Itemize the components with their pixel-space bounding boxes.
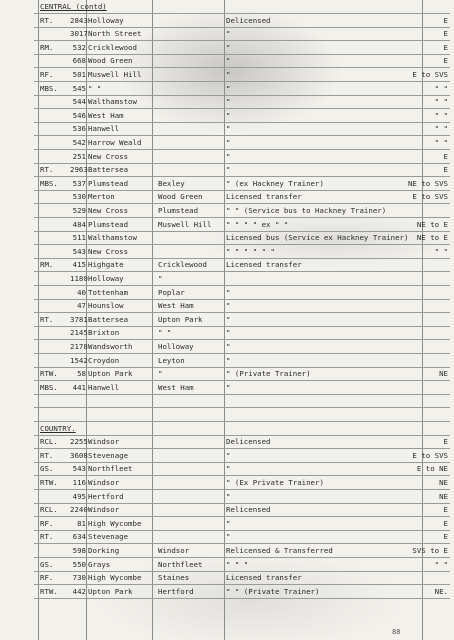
row-from-garage: New Cross — [88, 206, 129, 215]
row-from-garage: Plumstead — [88, 178, 129, 188]
row-from-garage: North Street — [88, 29, 142, 39]
row-to-garage: " " — [158, 328, 172, 338]
row-status-code: E to SVS — [412, 192, 448, 202]
row-from-garage: High Wycombe — [88, 518, 142, 528]
row-remarks: " — [226, 124, 231, 134]
row-fleet-number: 546 — [72, 110, 86, 120]
row-class-code: RF. — [40, 518, 54, 528]
row-from-garage: Grays — [88, 559, 111, 569]
row-fleet-number: 529 — [72, 206, 86, 215]
row-remarks: Licensed transfer — [226, 573, 302, 583]
row-status-code: " " — [434, 138, 448, 147]
table-row — [34, 544, 450, 558]
row-from-garage: Upton Park — [88, 369, 133, 379]
row-status-code: E — [443, 151, 448, 161]
table-row — [34, 245, 450, 259]
row-remarks: Licensed transfer — [226, 260, 302, 270]
row-to-garage: Plumstead — [158, 206, 199, 215]
row-remarks: " — [226, 301, 231, 311]
row-fleet-number: 58 — [77, 369, 86, 379]
row-remarks: " — [226, 42, 231, 52]
row-fleet-number: 668 — [72, 56, 86, 66]
row-remarks: Relicensed & Transferred — [226, 546, 333, 555]
row-remarks: " — [226, 138, 231, 147]
row-class-code: RT. — [40, 15, 54, 25]
table-row — [34, 571, 450, 585]
row-status-code: E — [443, 29, 448, 39]
row-remarks: " — [226, 97, 231, 107]
row-status-code: NE — [439, 478, 448, 487]
row-from-garage: Wandsworth — [88, 342, 133, 351]
row-from-garage: Walthamstow — [88, 97, 137, 107]
table-row — [34, 177, 450, 191]
row-from-garage: Harrow Weald — [88, 138, 142, 147]
row-to-garage: Cricklewood — [158, 260, 207, 270]
table-row — [34, 150, 450, 164]
row-fleet-number: 543 — [72, 246, 86, 256]
row-to-garage: " — [158, 274, 163, 283]
row-from-garage: Battersea — [88, 165, 129, 175]
row-status-code: E — [443, 505, 448, 515]
row-status-code: E — [443, 518, 448, 528]
row-from-garage: Battersea — [88, 314, 129, 324]
table-row — [34, 490, 450, 504]
row-remarks: " — [226, 110, 231, 120]
row-status-code: NE — [439, 491, 448, 501]
row-remarks: " " " " ex " " — [226, 219, 289, 229]
row-status-code: NE to SVS — [407, 178, 448, 188]
row-status-code: NE — [439, 369, 448, 379]
table-row — [34, 27, 450, 41]
table-row — [34, 326, 450, 340]
row-status-code: E — [443, 15, 448, 25]
row-fleet-number: 2145 — [70, 328, 88, 338]
row-from-garage: Brixton — [88, 328, 120, 338]
row-from-garage: Holloway — [88, 274, 124, 283]
row-from-garage: Croydon — [88, 355, 120, 365]
row-class-code: RTW. — [40, 369, 58, 379]
row-to-garage: Poplar — [158, 287, 185, 297]
row-to-garage: Leyton — [158, 355, 185, 365]
row-status-code: E — [443, 56, 448, 66]
row-from-garage: Upton Park — [88, 586, 133, 596]
row-to-garage: Holloway — [158, 342, 194, 351]
row-class-code: MBS. — [40, 178, 58, 188]
row-fleet-number: 3781 — [70, 314, 88, 324]
row-to-garage: Wood Green — [158, 192, 203, 202]
row-from-garage: Holloway — [88, 15, 124, 25]
row-remarks: " (Private Trainer) — [226, 369, 311, 379]
row-fleet-number: 495 — [72, 491, 86, 501]
table-row — [34, 163, 450, 177]
table-row — [34, 435, 450, 449]
row-from-garage: Windsor — [88, 505, 120, 515]
row-from-garage: Highgate — [88, 260, 124, 270]
row-class-code: RCL. — [40, 505, 58, 515]
row-fleet-number: 81 — [77, 518, 86, 528]
table-row — [34, 517, 450, 531]
table-row — [34, 82, 450, 96]
row-class-code: RT. — [40, 314, 54, 324]
row-class-code: RM. — [40, 42, 54, 52]
row-fleet-number: 501 — [72, 70, 86, 79]
row-from-garage: Dorking — [88, 546, 120, 555]
row-remarks: " — [226, 464, 231, 474]
row-from-garage: Cricklewood — [88, 42, 137, 52]
row-from-garage: Hertford — [88, 491, 124, 501]
table-row — [34, 68, 450, 82]
row-fleet-number: 545 — [72, 83, 86, 93]
section-label: COUNTRY. — [40, 423, 76, 433]
row-status-code: NE to E — [416, 233, 448, 243]
section-heading-row — [34, 0, 450, 14]
row-fleet-number: 2843 — [70, 15, 88, 25]
row-remarks: Licensed bus (Service ex Hackney Trainer) — [226, 233, 409, 243]
table-row — [34, 367, 450, 381]
row-remarks: " " (Private Trainer) — [226, 586, 320, 596]
row-from-garage: Windsor — [88, 478, 120, 487]
table-row — [34, 286, 450, 300]
table-row — [34, 231, 450, 245]
row-remarks: " — [226, 151, 231, 161]
row-from-garage: Tottenham — [88, 287, 129, 297]
row-from-garage: Plumstead — [88, 219, 129, 229]
row-remarks: Delicensed — [226, 437, 271, 447]
row-status-code: E — [443, 165, 448, 175]
table-row — [34, 204, 450, 218]
row-remarks: " — [226, 328, 231, 338]
table-row — [34, 585, 450, 599]
table-row — [34, 558, 450, 572]
table-row — [34, 122, 450, 136]
table-row — [34, 258, 450, 272]
section-label: CENTRAL (contd) — [40, 2, 107, 11]
row-status-code: " " — [434, 110, 448, 120]
row-to-garage: West Ham — [158, 301, 194, 311]
row-class-code: RF. — [40, 573, 54, 583]
row-remarks: " — [226, 83, 231, 93]
row-class-code: RTW. — [40, 586, 58, 596]
row-remarks: " — [226, 450, 231, 460]
row-class-code: RM. — [40, 260, 54, 270]
row-remarks: " — [226, 56, 231, 66]
row-remarks: " — [226, 287, 231, 297]
table-row — [34, 449, 450, 463]
table-row — [34, 394, 450, 408]
row-from-garage: New Cross — [88, 246, 129, 256]
row-remarks: " — [226, 382, 231, 392]
table-row — [34, 462, 450, 476]
row-fleet-number: 537 — [72, 178, 86, 188]
row-class-code: GS. — [40, 464, 54, 474]
row-fleet-number: 634 — [72, 532, 86, 542]
row-fleet-number: 1180 — [70, 274, 88, 283]
row-from-garage: West Ham — [88, 110, 124, 120]
table-row — [34, 476, 450, 490]
row-class-code: MBS. — [40, 382, 58, 392]
row-class-code: GS. — [40, 559, 54, 569]
row-status-code: SVS to E — [412, 546, 448, 555]
row-remarks: " — [226, 355, 231, 365]
row-fleet-number: 2963 — [70, 165, 88, 175]
row-status-code: E — [443, 437, 448, 447]
row-from-garage: Hounslow — [88, 301, 124, 311]
row-from-garage: Walthamstow — [88, 233, 137, 243]
row-class-code: RT. — [40, 165, 54, 175]
row-class-code: RTW. — [40, 478, 58, 487]
row-fleet-number: 3608 — [70, 450, 88, 460]
row-fleet-number: 2178 — [70, 342, 88, 351]
row-from-garage: Windsor — [88, 437, 120, 447]
row-from-garage: Stevenage — [88, 532, 129, 542]
row-remarks: " — [226, 29, 231, 39]
row-fleet-number: 1542 — [70, 355, 88, 365]
row-fleet-number: 47 — [77, 301, 86, 311]
row-to-garage: Muswell Hill — [158, 219, 212, 229]
row-fleet-number: 730 — [72, 573, 86, 583]
table-row — [34, 313, 450, 327]
table-row — [34, 354, 450, 368]
row-remarks: " — [226, 314, 231, 324]
row-fleet-number: 251 — [72, 151, 86, 161]
table-row — [34, 14, 450, 28]
row-status-code: " " — [434, 559, 448, 569]
row-class-code: RF. — [40, 70, 54, 79]
row-remarks: " — [226, 70, 231, 79]
row-from-garage: Stevenage — [88, 450, 129, 460]
row-status-code: " " — [434, 246, 448, 256]
row-fleet-number: 415 — [72, 260, 86, 270]
section-heading-row — [34, 422, 450, 436]
row-from-garage: Wood Green — [88, 56, 133, 66]
row-remarks: Licensed transfer — [226, 192, 302, 202]
row-from-garage: Hanwell — [88, 124, 120, 134]
row-remarks: " — [226, 342, 231, 351]
row-remarks: " (Ex Private Trainer) — [226, 478, 324, 487]
table-row — [34, 54, 450, 68]
row-to-garage: " — [158, 369, 163, 379]
row-status-code: E to SVS — [412, 450, 448, 460]
row-from-garage: Northfleet — [88, 464, 133, 474]
row-status-code: E to NE — [416, 464, 448, 474]
table-row — [34, 530, 450, 544]
row-remarks: " — [226, 165, 231, 175]
row-status-code: " " — [434, 97, 448, 107]
table-row — [34, 381, 450, 395]
table-row — [34, 136, 450, 150]
table-row — [34, 299, 450, 313]
row-fleet-number: 3017 — [70, 29, 88, 39]
row-from-garage: Muswell Hill — [88, 70, 142, 79]
row-fleet-number: 2255 — [70, 437, 88, 447]
table-row — [34, 272, 450, 286]
row-to-garage: Upton Park — [158, 314, 203, 324]
row-remarks: " — [226, 532, 231, 542]
row-remarks: Relicensed — [226, 505, 271, 515]
table-row — [34, 190, 450, 204]
row-fleet-number: 544 — [72, 97, 86, 107]
row-fleet-number: 543 — [72, 464, 86, 474]
row-fleet-number: 484 — [72, 219, 86, 229]
row-remarks: " (ex Hackney Trainer) — [226, 178, 324, 188]
row-remarks: " — [226, 491, 231, 501]
row-remarks: " — [226, 518, 231, 528]
row-class-code: RCL. — [40, 437, 58, 447]
row-remarks: " " " " " " — [226, 246, 275, 256]
row-fleet-number: 442 — [72, 586, 86, 596]
row-fleet-number: 40 — [77, 287, 86, 297]
row-status-code: E — [443, 532, 448, 542]
row-fleet-number: 441 — [72, 382, 86, 392]
row-fleet-number: 116 — [72, 478, 86, 487]
row-status-code: " " — [434, 83, 448, 93]
row-fleet-number: 2240 — [70, 505, 88, 515]
row-remarks: " " " — [226, 559, 249, 569]
table-row — [34, 218, 450, 232]
row-remarks: Delicensed — [226, 15, 271, 25]
row-class-code: RT. — [40, 532, 54, 542]
row-status-code: NE. — [434, 586, 448, 596]
table-row — [34, 109, 450, 123]
row-class-code: RT. — [40, 450, 54, 460]
row-status-code: E to SVS — [412, 70, 448, 79]
row-to-garage: Bexley — [158, 178, 185, 188]
row-to-garage: West Ham — [158, 382, 194, 392]
row-status-code: " " — [434, 124, 448, 134]
row-status-code: NE to E — [416, 219, 448, 229]
row-fleet-number: 550 — [72, 559, 86, 569]
row-fleet-number: 532 — [72, 42, 86, 52]
table-row — [34, 408, 450, 422]
row-to-garage: Staines — [158, 573, 190, 583]
row-status-code: E — [443, 42, 448, 52]
row-to-garage: Northfleet — [158, 559, 203, 569]
table-row — [34, 95, 450, 109]
row-fleet-number: 511 — [72, 233, 86, 243]
page-footer-mark: 88 — [392, 628, 401, 636]
row-fleet-number: 542 — [72, 138, 86, 147]
row-to-garage: Hertford — [158, 586, 194, 596]
table-row — [34, 340, 450, 354]
row-remarks: " " (Service bus to Hackney Trainer) — [226, 206, 387, 215]
table-row — [34, 41, 450, 55]
row-fleet-number: 536 — [72, 124, 86, 134]
row-from-garage: High Wycombe — [88, 573, 142, 583]
row-from-garage: " " — [88, 83, 102, 93]
row-fleet-number: 530 — [72, 192, 86, 202]
row-from-garage: Merton — [88, 192, 115, 202]
row-from-garage: Hanwell — [88, 382, 120, 392]
row-from-garage: New Cross — [88, 151, 129, 161]
row-to-garage: Windsor — [158, 546, 190, 555]
row-class-code: MBS. — [40, 83, 58, 93]
table-row — [34, 503, 450, 517]
row-fleet-number: 598 — [72, 546, 86, 555]
